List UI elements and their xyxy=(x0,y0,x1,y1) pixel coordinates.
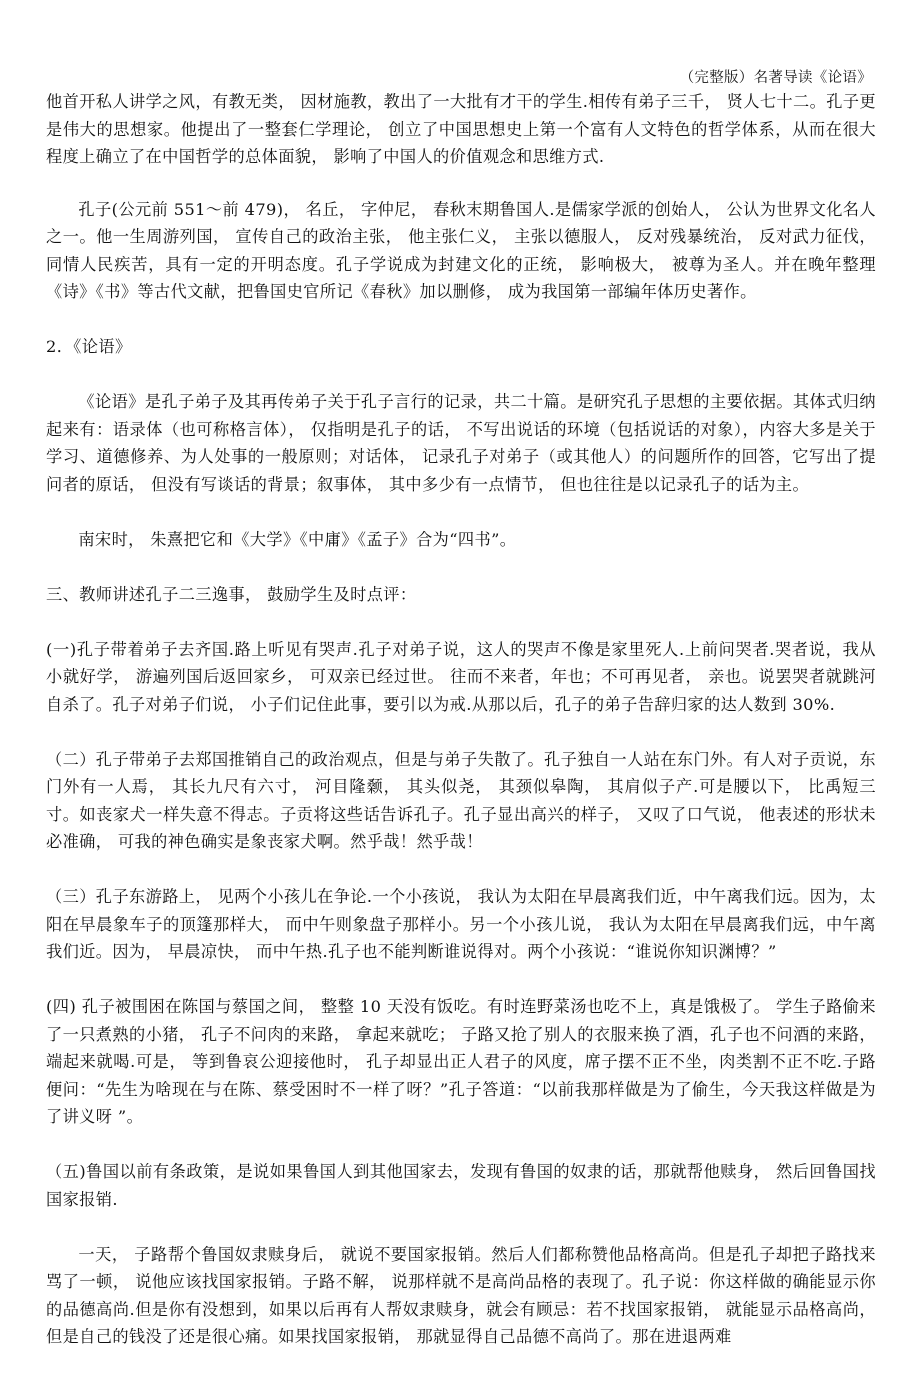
anecdote-1: (一)孔子带着弟子去齐国.路上听见有哭声.孔子对弟子说，这人的哭声不像是家里死人.上前问哭者.哭者说，我从小就好学， 游遍列国后返回家乡， 可双亲已经过世。 往而不来者，年也；不可再见者， 亲也。说罢哭者就跳河自杀了。孔子对弟子们说， 小子们记住此事，要引以为戒.从那以后，孔子的弟子告辞归家的达人数到 30%. xyxy=(46,639,876,714)
anecdote-4: (四) 孔子被围困在陈国与蔡国之间， 整整 10 天没有饭吃。有时连野菜汤也吃不上，真是饿极了。 学生子路偷来了一只煮熟的小猪， 孔子不问肉的来路， 拿起来就吃； 子路又抢了别人的衣服来换了酒，孔子也不问酒的来路， 端起来就喝.可是， 等到鲁哀公迎接他时， 孔子却显出正人君子的风度，席子摆不正不坐，肉类割不正不吃.子路便问：“先生为啥现在与在陈、蔡受困时不一样了呀？”孔子答道：“以前我那样做是为了偷生，今天我这样做是为了讲义呀 ”。 xyxy=(46,997,876,1126)
paragraph-four-books: 南宋时， 朱熹把它和《大学》《中庸》《孟子》合为“四书”。 xyxy=(78,529,517,549)
section-heading-analects: 2．《论语》 xyxy=(46,337,132,356)
paragraph-confucius-bio: 孔子(公元前 551～前 479)， 名丘， 字仲尼， 春秋末期鲁国人.是儒家学派的创始人， 公认为世界文化名人之一。他一生周游列国， 宣传自己的政治主张， 他主张仁义， 主张以德服人， 反对残暴统治， 反对武力征伐， 同情人民疾苦，具有一定的开明态度。孔子学说成为封建文化的正统， 影响极大， 被尊为圣人。并在晚年整理《诗》《书》等古代文献，把鲁国史官所记《春秋》加以删修， 成为我国第一部编年体历史著作。 xyxy=(46,199,876,301)
paragraph-confucius-teacher: 他首开私人讲学之风，有教无类， 因材施教，教出了一大批有才干的学生.相传有弟子三千， 贤人七十二。孔子更是伟大的思想家。他提出了一整套仁学理论， 创立了中国思想史上第一个富有人文特色的哲学体系，从而在很大程度上确立了在中国哲学的总体面貌， 影响了中国人的价值观念和思维方式. xyxy=(46,92,876,166)
anecdote-5-continued: 一天， 子路帮个鲁国奴隶赎身后， 就说不要国家报销。然后人们都称赞他品格高尚。但是孔子却把子路找来骂了一顿， 说他应该找国家报销。子路不解， 说那样就不是高尚品格的表现了。孔子说：你这样做的确能显示你的品德高尚.但是你有没想到，如果以后再有人帮奴隶赎身，就会有顾忌：若不找国家报销， 就能显示品格高尚，但是自己的钱没了还是很心痛。如果找国家报销， 那就显得自己品德不高尚了。那在进退两难 xyxy=(46,1244,876,1346)
anecdote-5: （五)鲁国以前有条政策，是说如果鲁国人到其他国家去，发现有鲁国的奴隶的话，那就帮他赎身， 然后回鲁国找国家报销. xyxy=(46,1162,876,1209)
paragraph-analects-intro: 《论语》是孔子弟子及其再传弟子关于孔子言行的记录，共二十篇。是研究孔子思想的主要依据。其体式归纳起来有：语录体（也可称格言体）， 仅指明是孔子的话， 不写出说话的环境（包括说话的对象），内容大多是关于学习、道德修养、为人处事的一般原则；对话体， 记录孔子对弟子（或其他人）的问题所作的回答，它写出了提问者的原话， 但没有写谈话的背景；叙事体， 其中多少有一点情节， 但也往往是以记录孔子的话为主。 xyxy=(46,392,876,494)
section-heading-anecdotes: 三、教师讲述孔子二三逸事， 鼓励学生及时点评： xyxy=(46,584,417,604)
anecdote-2: （二）孔子带弟子去郑国推销自己的政治观点，但是与弟子失散了。孔子独自一人站在东门外。有人对子贡说，东门外有一人焉， 其长九尺有六寸， 河目隆颡， 其头似尧， 其颈似皋陶， 其肩似子产.可是腰以下， 比禹短三寸。如丧家犬一样失意不得志。子贡将这些话告诉孔子。孔子显出高兴的样子， 又叹了口气说， 他表述的形状未必准确， 可我的神色确实是象丧家犬啊。然乎哉！然乎哉！ xyxy=(46,749,876,851)
anecdote-3: （三）孔子东游路上， 见两个小孩儿在争论.一个小孩说， 我认为太阳在早晨离我们近，中午离我们远。因为，太阳在早晨象车子的顶篷那样大， 而中午则象盘子那样小。另一个小孩儿说， 我认为太阳在早晨离我们远，中午离我们近。因为， 早晨凉快， 而中午热.孔子也不能判断谁说得对。两个小孩说：“谁说你知识渊博？” xyxy=(46,887,876,961)
document-body xyxy=(46,88,876,1378)
running-header: （完整版）名著导读《论语》 xyxy=(679,70,872,86)
